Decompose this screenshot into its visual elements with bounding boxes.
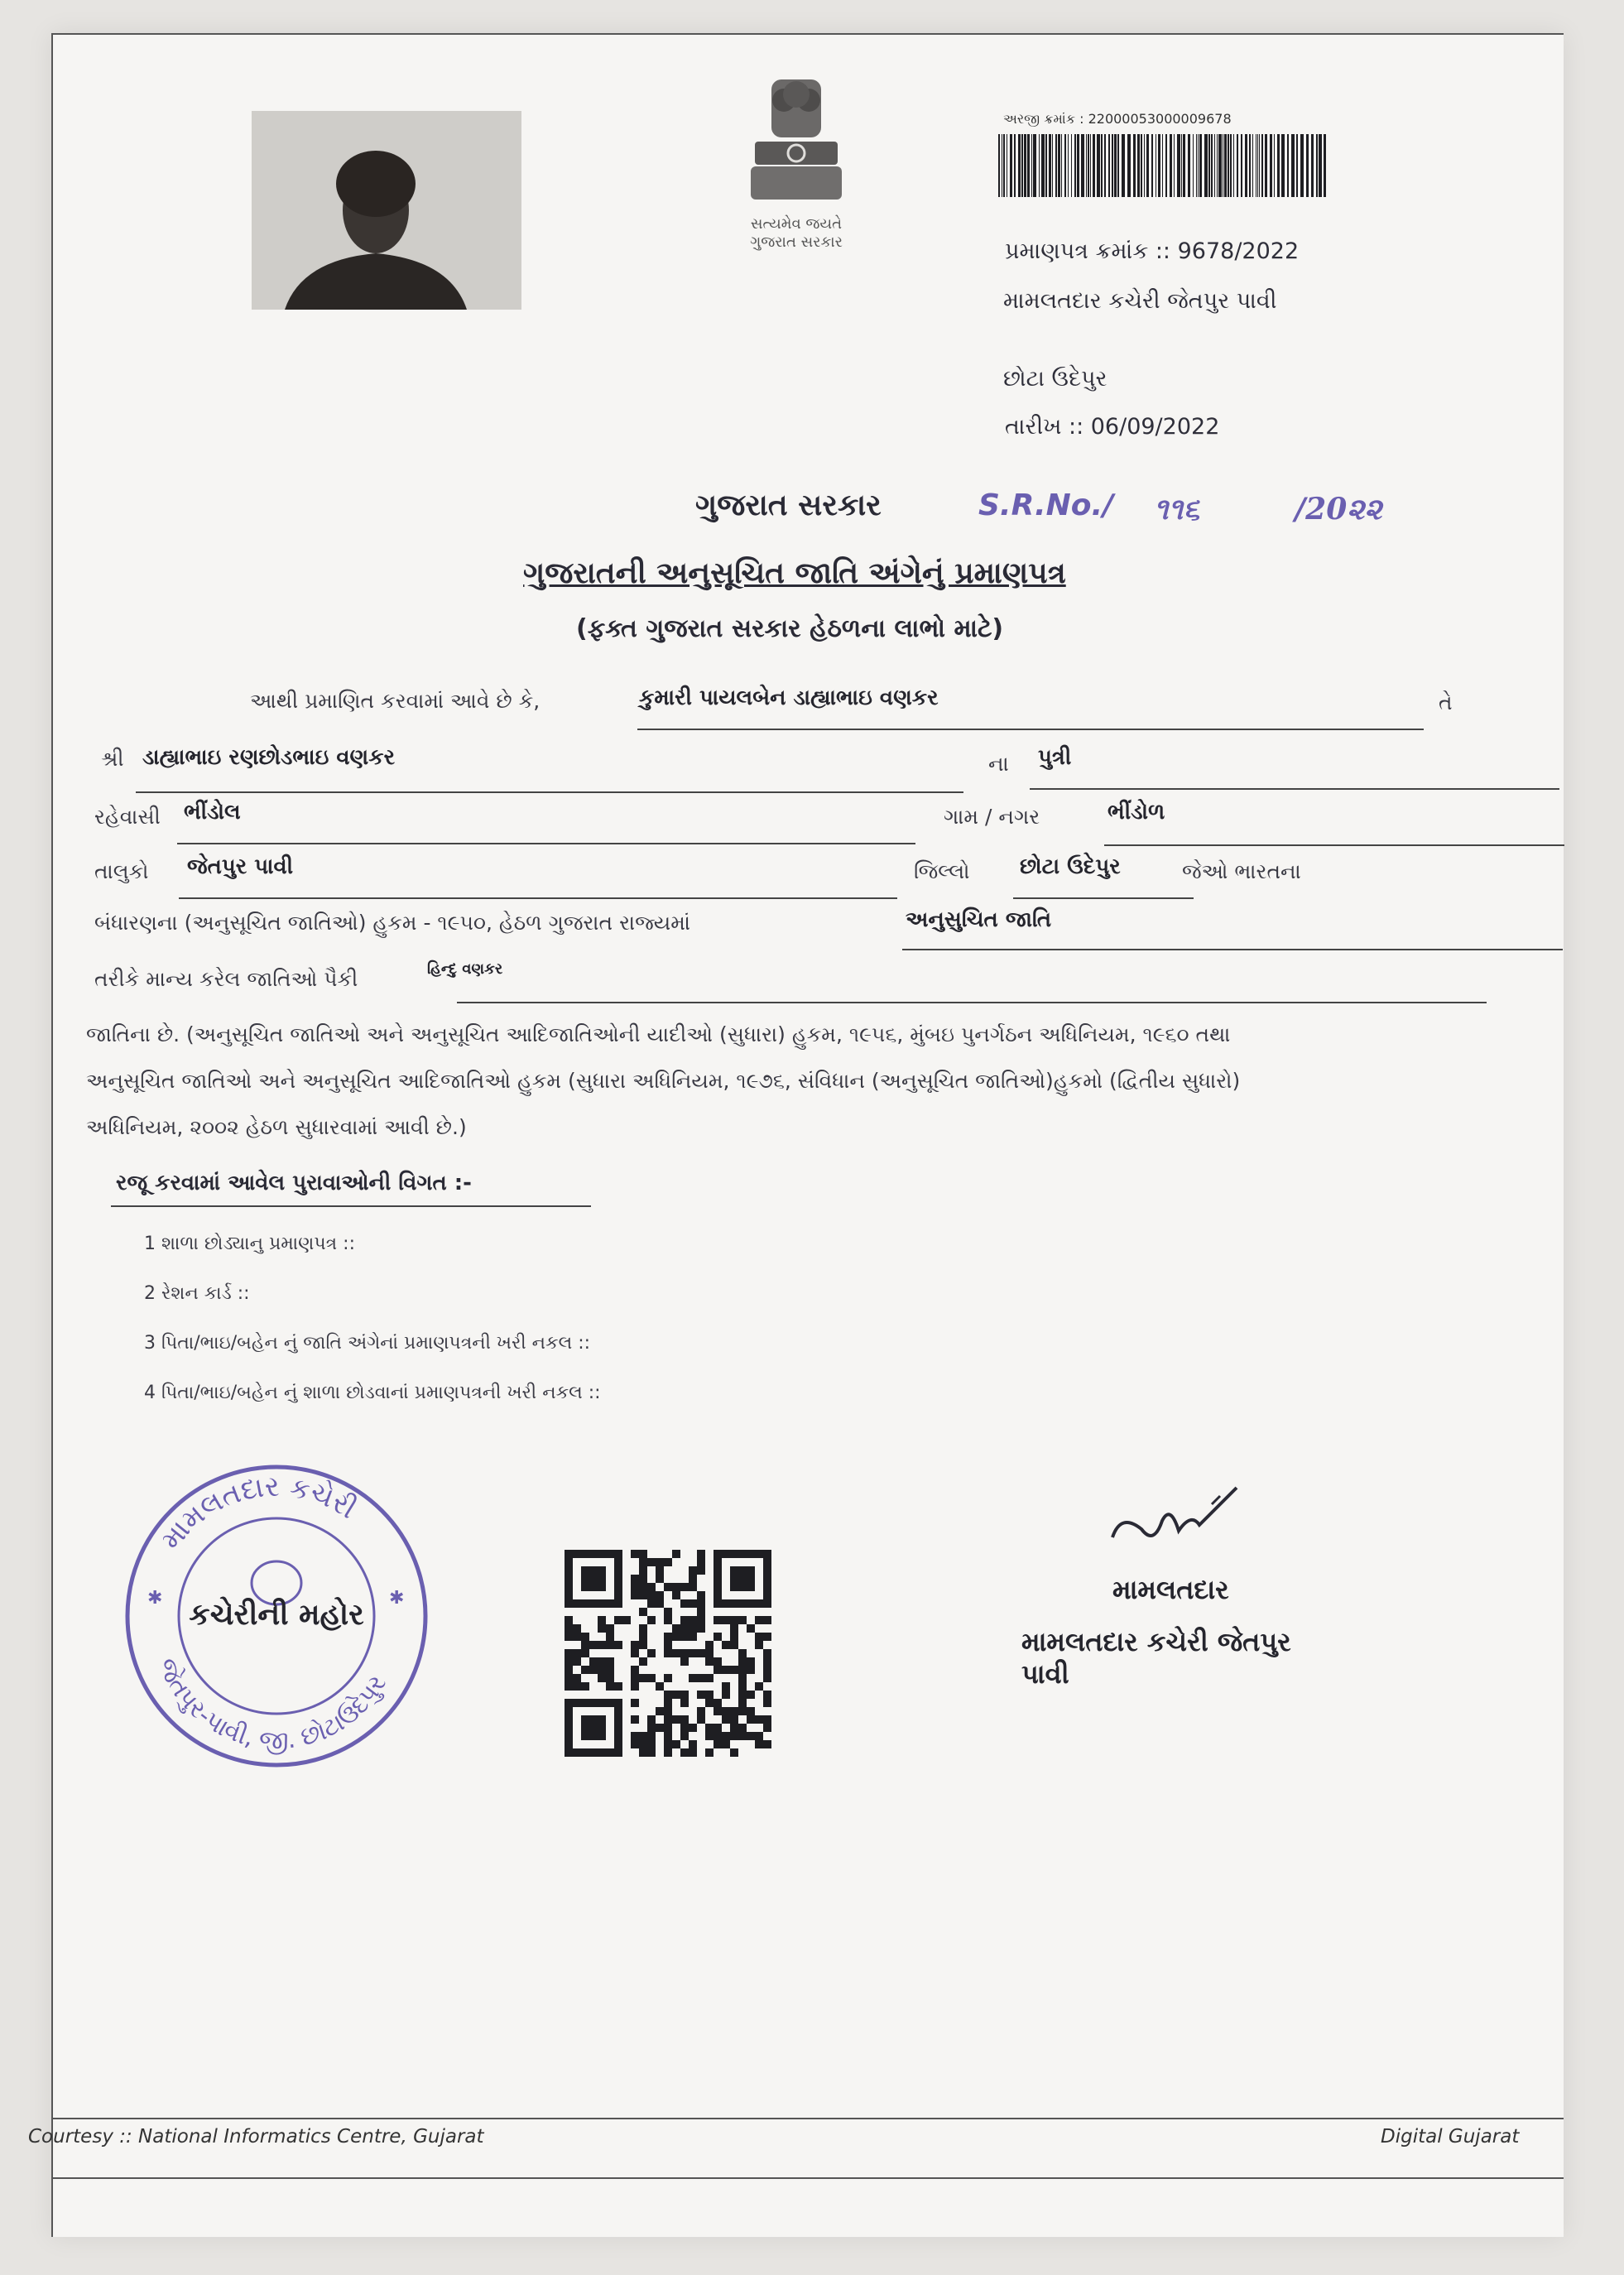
certificate-subtitle: (ફક્ત ગુજરાત સરકાર હેઠળના લાભો માટે)	[576, 614, 1004, 643]
evidence-heading: રજૂ કરવામાં આવેલ પુરાવાઓની વિગત :-	[116, 1171, 472, 1195]
order-label: બંધારણના (અનુસૂચિત જાતિઓ) હુકમ - ૧૯૫૦, હેઠળ ગુજરાત રાજ્યમાં	[94, 911, 690, 935]
legal-paragraph-2: અનુસૂચિત જાતિઓ અને અનુસૂચિત આદિજાતિઓ હુકમ (સુધારા અધિનિયમ, ૧૯૭૬, સંવિધાન (અનુસૂચિત જાતિઓ)હુકમો (દ્વિતીય સુધારો)	[86, 1069, 1241, 1093]
taluka-underline	[179, 897, 897, 899]
evidence-item: 4 પિતા/ભાઇ/બહેન નું શાળા છોડવાનાં પ્રમાણપત્રની ખરી નકલ ::	[144, 1383, 601, 1403]
district-label: જિલ્લો	[914, 859, 970, 883]
legal-paragraph-1: જાતિના છે. (અનુસૂચિત જાતિઓ અને અનુસૂચિત આદિજાતિઓની યાદીઓ (સુધારા) હુકમ, ૧૯૫૬, મુંબઇ પુનર્ગઠન અધિનિયમ, ૧૯૬૦ તથા	[86, 1022, 1231, 1046]
evidence-item: 2 રેશન કાર્ડ ::	[144, 1283, 250, 1304]
sr-number-handwritten: ૧૧૬	[1154, 492, 1200, 527]
evidence-item: 3 પિતા/ભાઇ/બહેન નું જાતિ અંગેનાં પ્રમાણપત્રની ખરી નકલ ::	[144, 1333, 591, 1354]
barcode-label: અરજી ક્રમાંક : 22000053000009678	[1003, 111, 1232, 127]
sr-number-label: S.R.No./	[978, 488, 1114, 522]
office-name: મામલતદાર કચેરી જેતપુર પાવી	[1003, 288, 1277, 314]
father-underline	[136, 791, 963, 793]
caste-label: તરીકે માન્ય કરેલ જાતિઓ પૈકી	[94, 967, 358, 991]
signature-office: મામલતદાર કચેરી જેતપુર પાવી	[1021, 1626, 1291, 1690]
seal-star-icon: ✱	[147, 1588, 163, 1609]
taluka-value: જેતપુર પાવી	[187, 854, 294, 879]
seal-ring-top: મામલતદાર કચેરી	[154, 1469, 363, 1556]
district-name: છોટા ઉદેપુર	[1003, 366, 1107, 392]
lion-capital-icon	[722, 63, 871, 212]
village-underline	[1104, 844, 1564, 846]
signature-title: મામલતદાર	[1112, 1574, 1229, 1605]
certificate-number: પ્રમાણપત્ર ક્રમાંક :: 9678/2022	[1005, 238, 1300, 264]
resident-label: રહેવાસી	[94, 805, 161, 829]
certificate-sheet	[28, 33, 1564, 2237]
issue-date: તારીખ :: 06/09/2022	[1005, 414, 1220, 440]
na-label: ના	[988, 752, 1009, 776]
category-underline	[902, 949, 1563, 950]
applicant-name: કુમારી પાયલબેન ડાહ્યાભાઇ વણકર	[639, 685, 939, 710]
name-underline	[637, 729, 1424, 730]
father-name: ડાહ્યાભાઇ રણછોડભાઇ વણકર	[142, 745, 396, 770]
applicant-photo	[252, 111, 521, 310]
sr-year-handwritten: /20૨૨	[1295, 492, 1382, 527]
signature-block	[1005, 1479, 1336, 1691]
te-label: તે	[1439, 690, 1453, 714]
district-underline	[1013, 897, 1194, 899]
resident-value: ભીંડોલ	[184, 800, 241, 825]
seal-star-icon: ✱	[389, 1588, 405, 1609]
village-value: ભીંડોળ	[1107, 800, 1165, 825]
seal-ring-bottom: જેતપુર-પાવી, જી. છોટાઉદેપુર	[151, 1653, 393, 1756]
shri-label: શ્રી	[101, 747, 124, 771]
govt-heading: ગુજરાત સરકાર	[695, 488, 882, 522]
village-label: ગામ / નગર	[944, 805, 1040, 829]
qr-code	[565, 1550, 771, 1757]
national-emblem	[722, 63, 871, 253]
relation-value: પુત્રી	[1038, 745, 1072, 770]
caste-underline	[457, 1002, 1487, 1003]
relation-underline	[1030, 788, 1559, 790]
office-seal	[119, 1459, 434, 1773]
footer-bottom-border	[53, 2177, 1564, 2179]
evidence-heading-underline	[111, 1205, 591, 1207]
certificate-title: ગુજરાતની અનુસૂચિત જાતિ અંગેનું પ્રમાણપત્ર	[523, 556, 1066, 590]
caste-value: હિન્દુ વણકર	[427, 960, 503, 978]
emblem-caption-2: ગુજરાત સરકાર	[750, 233, 843, 251]
resident-underline	[177, 843, 915, 844]
footer-brand: Digital Gujarat	[1381, 2126, 1520, 2148]
category-value: અનુસુચિત જાતિ	[906, 907, 1052, 932]
emblem-caption-1: સત્યમેવ જયતે	[750, 215, 843, 233]
signature-scribble	[1096, 1479, 1261, 1570]
legal-paragraph-3: અધિનિયમ, ૨૦૦૨ હેઠળ સુધારવામાં આવી છે.)	[86, 1115, 467, 1139]
district-value: છોટા ઉદેપુર	[1020, 854, 1121, 879]
certify-label: આથી પ્રમાણિત કરવામાં આવે છે કે,	[250, 689, 541, 713]
footer-courtesy: Courtesy :: National Informatics Centre, Gujarat	[28, 2126, 484, 2148]
taluka-label: તાલુકો	[94, 859, 149, 883]
barcode	[998, 134, 1329, 197]
evidence-item: 1 શાળા છોડ્યાનુ પ્રમાણપત્ર ::	[144, 1234, 355, 1254]
seal-center-text: કચેરીની મહોર	[189, 1598, 364, 1632]
india-label: જેઓ ભારતના	[1182, 859, 1301, 883]
footer-divider	[53, 2118, 1564, 2119]
